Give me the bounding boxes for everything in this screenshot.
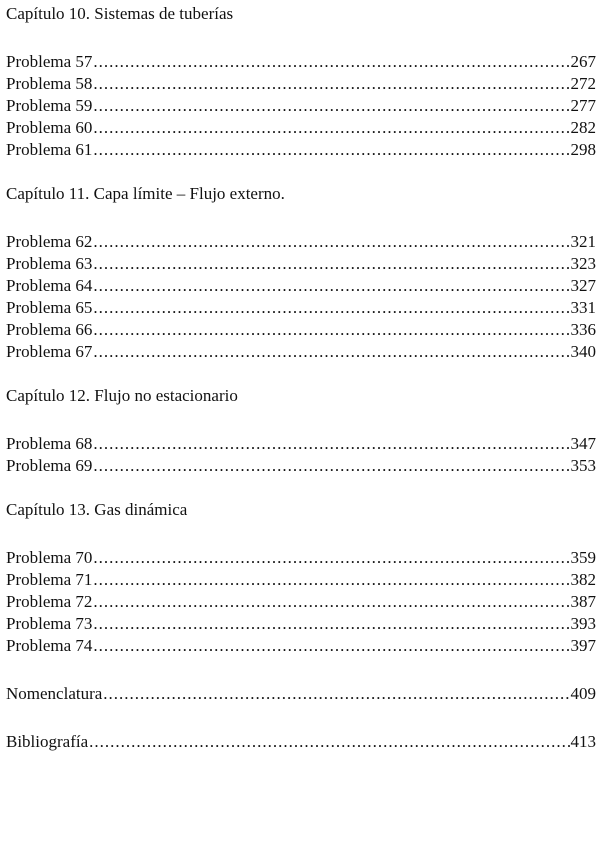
- toc-entry[interactable]: [6, 275, 596, 297]
- entry-page: 327: [570, 276, 596, 295]
- chapter-10-heading: Capítulo 10. Sistemas de tuberías: [6, 4, 234, 23]
- entry-label: Problema 61: [6, 140, 93, 159]
- dot-leader: [93, 231, 569, 253]
- dot-leader: [93, 433, 569, 455]
- dot-leader: [103, 683, 569, 705]
- entry-page: 382: [570, 570, 596, 589]
- toc-entry[interactable]: [6, 139, 596, 161]
- entry-page: 267: [570, 52, 596, 71]
- entry-label: Problema 60: [6, 118, 93, 137]
- entry-page: 347: [570, 434, 596, 453]
- entry-label: Problema 63: [6, 254, 93, 273]
- toc-entry[interactable]: [6, 547, 596, 569]
- entry-label: Problema 62: [6, 232, 93, 251]
- chapter-12-heading: Capítulo 12. Flujo no estacionario: [6, 386, 238, 405]
- toc-entry[interactable]: [6, 341, 596, 363]
- entry-page: 282: [570, 118, 596, 137]
- toc-entry[interactable]: [6, 591, 596, 613]
- entry-page: 321: [570, 232, 596, 251]
- entry-page: 387: [570, 592, 596, 611]
- toc-entry[interactable]: [6, 613, 596, 635]
- entry-label: Problema 57: [6, 52, 93, 71]
- dot-leader: [93, 613, 569, 635]
- toc-entry[interactable]: [6, 297, 596, 319]
- entry-page: 397: [570, 636, 596, 655]
- entry-label: Problema 67: [6, 342, 93, 361]
- entry-page: 413: [570, 732, 596, 751]
- dot-leader: [93, 341, 569, 363]
- entry-page: 336: [570, 320, 596, 339]
- toc-entry-bibliografia[interactable]: [6, 731, 596, 753]
- entry-label: Problema 58: [6, 74, 93, 93]
- entry-label: Problema 72: [6, 592, 93, 611]
- entry-page: 340: [570, 342, 596, 361]
- entry-page: 272: [570, 74, 596, 93]
- toc-entry[interactable]: [6, 569, 596, 591]
- dot-leader: [93, 591, 569, 613]
- toc-entry[interactable]: [6, 73, 596, 95]
- dot-leader: [93, 297, 569, 319]
- entry-page: 323: [570, 254, 596, 273]
- entry-label: Problema 74: [6, 636, 93, 655]
- entry-label: Problema 59: [6, 96, 93, 115]
- entry-label: Problema 65: [6, 298, 93, 317]
- entry-label: Problema 66: [6, 320, 93, 339]
- entry-page: 298: [570, 140, 596, 159]
- table-of-contents: [6, 0, 596, 753]
- entry-label: Problema 70: [6, 548, 93, 567]
- toc-entry[interactable]: [6, 433, 596, 455]
- entry-label: Problema 73: [6, 614, 93, 633]
- dot-leader: [93, 253, 569, 275]
- entry-label: Nomenclatura: [6, 684, 103, 703]
- dot-leader: [93, 139, 569, 161]
- dot-leader: [93, 547, 569, 569]
- dot-leader: [89, 731, 569, 753]
- entry-page: 277: [570, 96, 596, 115]
- chapter-13-heading: Capítulo 13. Gas dinámica: [6, 500, 188, 519]
- entry-label: Problema 69: [6, 456, 93, 475]
- toc-entry-nomenclatura[interactable]: [6, 683, 596, 705]
- dot-leader: [93, 455, 569, 477]
- dot-leader: [93, 117, 569, 139]
- dot-leader: [93, 73, 569, 95]
- toc-entry[interactable]: [6, 231, 596, 253]
- toc-entry[interactable]: [6, 455, 596, 477]
- entry-page: 409: [570, 684, 596, 703]
- entry-page: 353: [570, 456, 596, 475]
- entry-label: Bibliografía: [6, 732, 89, 751]
- dot-leader: [93, 569, 569, 591]
- dot-leader: [93, 275, 569, 297]
- entry-label: Problema 71: [6, 570, 93, 589]
- entry-label: Problema 64: [6, 276, 93, 295]
- entry-page: 393: [570, 614, 596, 633]
- entry-page: 359: [570, 548, 596, 567]
- entry-page: 331: [570, 298, 596, 317]
- toc-entry[interactable]: [6, 51, 596, 73]
- toc-entry[interactable]: [6, 319, 596, 341]
- dot-leader: [93, 635, 569, 657]
- dot-leader: [93, 319, 569, 341]
- toc-entry[interactable]: [6, 635, 596, 657]
- dot-leader: [93, 51, 569, 73]
- toc-entry[interactable]: [6, 95, 596, 117]
- entry-label: Problema 68: [6, 434, 93, 453]
- toc-entry[interactable]: [6, 117, 596, 139]
- toc-entry[interactable]: [6, 253, 596, 275]
- chapter-11-heading: Capítulo 11. Capa límite – Flujo externo.: [6, 184, 285, 203]
- dot-leader: [93, 95, 569, 117]
